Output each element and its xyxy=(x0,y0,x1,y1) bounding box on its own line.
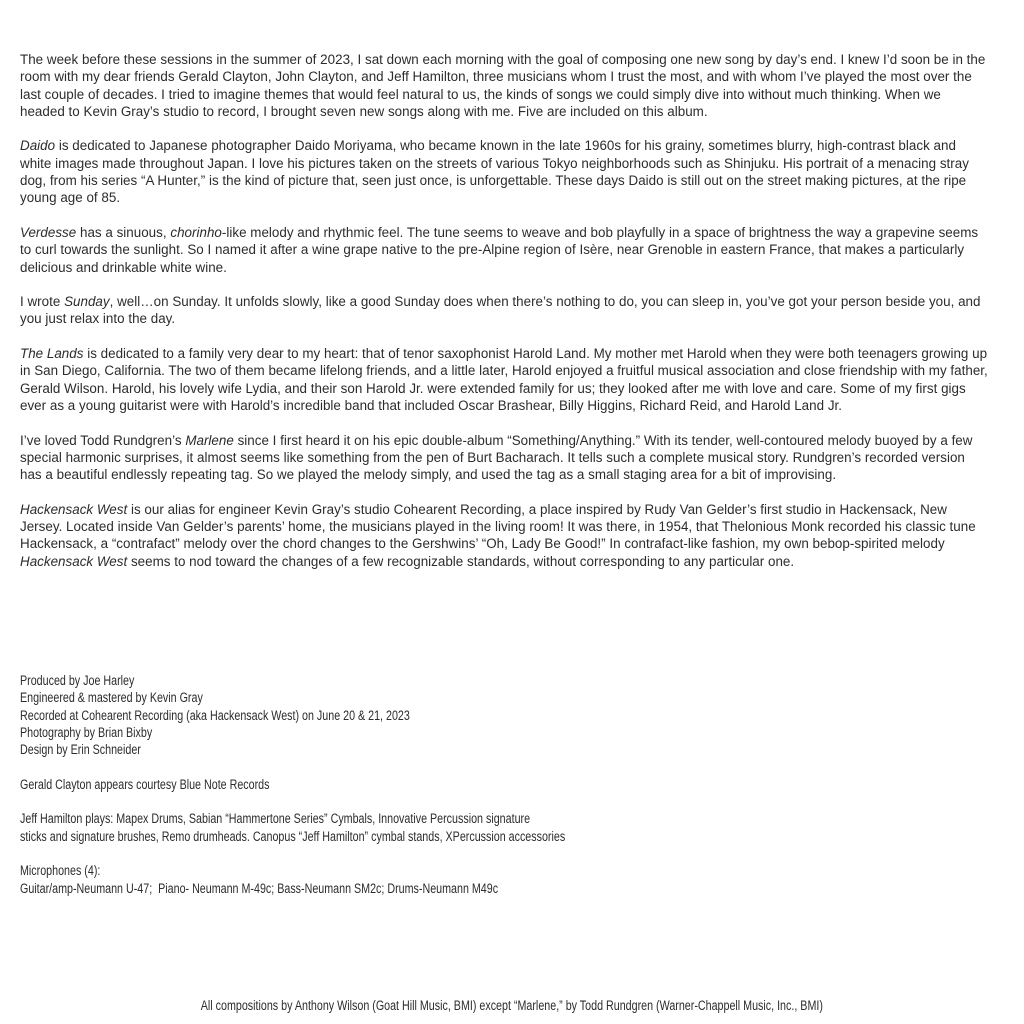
credits-line: Design by Erin Schneider xyxy=(20,742,141,758)
text-segment: is dedicated to Japanese photographer Daido Moriyama, who became known in the late 1960s for his grainy, sometimes blurry, high-contrast black and white images made throughout Japan. I love his pictures taken on the streets of various Tokyo neighborhoods such as Shinjuku. His portrait of a menacing stray dog, from his series “A Hunter,” is the kind of picture that, seen just once, is unforgettable. These days Daido is still out on the street making pictures, at the ripe young age of 85. xyxy=(20,138,969,206)
credits-block xyxy=(20,810,980,845)
credits-line: Guitar/amp-Neumann U-47; Piano- Neumann M-49c; Bass-Neumann SM2c; Drums-Neumann M49c xyxy=(20,880,499,896)
credits-line: Engineered & mastered by Kevin Gray xyxy=(20,690,203,706)
publishing-credit xyxy=(0,997,1024,1014)
liner-notes-paragraph xyxy=(20,501,989,570)
text-segment: since I first heard it on his epic double-album “Something/Anything.” With its tender, well-contoured melody buoyed by a few special harmonic surprises, it almost seems like something from the pen of Burt Bacharach. It tells such a complete musical story. Rundgren’s recorded version has a beautiful endlessly repeating tag. So we played the melody simply, and used the tag as a small staging area for a bit of improvising. xyxy=(20,432,973,483)
liner-notes-paragraph xyxy=(20,224,989,276)
emphasis-text: The Lands xyxy=(20,346,84,362)
emphasis-text: Sunday xyxy=(64,294,110,310)
text-segment: -like melody and rhythmic feel. The tune seems to weave and bob playfully in a space of brightness the way a grapevine seems to curl towards the sunlight. So I named it after a wine grape native to the pre-Alpine region of Isère, near Grenoble in eastern France, that makes a particularly delicious and drinkable white wine. xyxy=(20,224,979,275)
credits-block xyxy=(20,862,980,897)
liner-notes-paragraph xyxy=(20,345,989,414)
credits-line: Microphones (4): xyxy=(20,863,101,879)
text-segment: seems to nod toward the changes of a few recognizable standards, without corresponding to any particular one. xyxy=(127,553,795,569)
credits-line: sticks and signature brushes, Remo drumheads. Canopus “Jeff Hamilton” cymbal stands, XPercussion accessories xyxy=(20,828,566,844)
credits-line: Photography by Brian Bixby xyxy=(20,724,153,740)
emphasis-text: chorinho xyxy=(170,224,222,240)
liner-notes-paragraph xyxy=(20,51,989,120)
emphasis-text: Hackensack West xyxy=(20,501,128,517)
emphasis-text: Verdesse xyxy=(20,224,77,240)
text-segment: , well…on Sunday. It unfolds slowly, like a good Sunday does when there’s nothing to do, you can sleep in, you’ve got your person beside you, and you just relax into the day. xyxy=(20,294,981,327)
liner-notes-paragraph xyxy=(20,293,989,328)
text-segment: has a sinuous, xyxy=(76,224,171,240)
text-segment: I’ve loved Todd Rundgren’s xyxy=(20,432,186,448)
liner-notes-paragraph xyxy=(20,137,989,206)
credits-block xyxy=(20,672,980,758)
text-segment: I wrote xyxy=(20,294,65,310)
text-segment: The week before these sessions in the summer of 2023, I sat down each morning with the goal of composing one new song by day’s end. I knew I’d soon be in the room with my dear friends Gerald Clayton, John Clayton, and Jeff Hamilton, three musicians whom I trust the most, and with whom I’ve played the most over the last couple of decades. I tried to imagine themes that would feel natural to us, the kinds of songs we could simply dive into without much thinking. When we headed to Kevin Gray’s studio to record, I brought seven new songs along with me. Five are included on this album. xyxy=(20,52,986,119)
credits-line: Recorded at Cohearent Recording (aka Hackensack West) on June 20 & 21, 2023 xyxy=(20,707,410,723)
credits-block xyxy=(20,776,980,793)
emphasis-text: Marlene xyxy=(185,432,234,448)
credits-line: Produced by Joe Harley xyxy=(20,673,135,688)
production-credits xyxy=(20,672,980,914)
emphasis-text: Daido xyxy=(20,138,56,154)
text-segment: is dedicated to a family very dear to my heart: that of tenor saxophonist Harold Land. My mother met Harold when they were both teenagers growing up in San Diego, California. The two of them became lifelong friends, and a little later, Harold enjoyed a fruitful musical association and close friendship with my father, Gerald Wilson. Harold, his lovely wife Lydia, and their son Harold Jr. were extended family for us; they looked after me with love and care. Some of my first gigs ever as a young guitarist were with Harold’s incredible band that included Oscar Brashear, Billy Higgins, Richard Reid, and Harold Land Jr. xyxy=(20,346,988,413)
credits-line: Gerald Clayton appears courtesy Blue Note Records xyxy=(20,776,270,792)
credits-line: Jeff Hamilton plays: Mapex Drums, Sabian “Hammertone Series” Cymbals, Innovative Percussion signature xyxy=(20,811,531,827)
liner-notes xyxy=(20,51,989,587)
liner-notes-paragraph xyxy=(20,432,989,484)
text-segment: is our alias for engineer Kevin Gray’s studio Cohearent Recording, a place inspired by Rudy Van Gelder’s first studio in Hackensack, New Jersey. Located inside Van Gelder’s parents’ home, the musicians played in the living room! It was there, in 1954, that Thelonious Monk recorded his classic tune Hackensack, a “contrafact” melody over the chord changes to the Gershwins’ “Oh, Lady Be Good!” In contrafact-like fashion, my own bebop-spirited melody xyxy=(20,501,976,552)
emphasis-text: Hackensack West xyxy=(20,553,128,569)
publishing-credit-text: All compositions by Anthony Wilson (Goat Hill Music, BMI) except “Marlene,” by Todd Rundgren (Warner-Chappell Music, Inc., BMI) xyxy=(200,998,824,1013)
